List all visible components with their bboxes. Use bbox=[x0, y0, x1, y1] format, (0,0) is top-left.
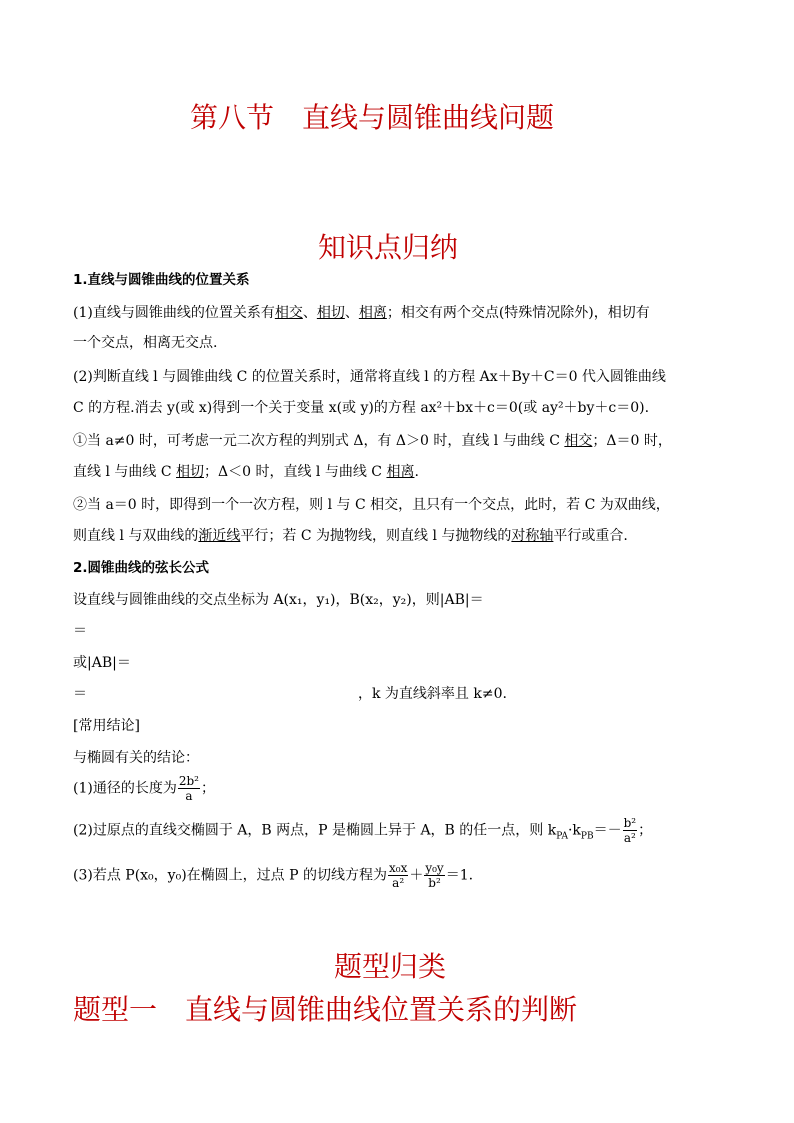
blank-answer: 对称轴 bbox=[511, 528, 554, 544]
denominator: a² bbox=[392, 876, 405, 890]
blank-answer: 相切 bbox=[176, 464, 204, 480]
paragraph-3-cont bbox=[73, 462, 419, 482]
text: 平行或重合. bbox=[553, 528, 628, 544]
text: ；Δ＝0 时， bbox=[592, 433, 672, 449]
paragraph-4-cont bbox=[73, 526, 628, 546]
text: 直线 l 与曲线 C bbox=[73, 464, 176, 480]
blank-answer: 相交 bbox=[274, 305, 303, 321]
paragraph-7: 或|AB|＝ bbox=[73, 655, 131, 671]
numerator: y₀y bbox=[425, 861, 444, 875]
subscript: PB bbox=[580, 831, 594, 842]
text: ＋ bbox=[409, 867, 424, 884]
text: 则直线 l 与双曲线的 bbox=[73, 528, 199, 544]
text: 、 bbox=[302, 305, 317, 321]
denominator: a bbox=[185, 789, 193, 803]
fraction bbox=[178, 774, 200, 803]
text: (2)过原点的直线交椭圆于 A，B 两点，P 是椭圆上异于 A，B 的任一点，则 k bbox=[73, 822, 557, 839]
blank-answer: 相离 bbox=[386, 464, 415, 480]
numerator: 2b² bbox=[178, 774, 199, 788]
paragraph-8b: ，k 为直线斜率且 k≠0. bbox=[358, 686, 507, 702]
text: ；Δ＜0 时，直线 l 与曲线 C bbox=[204, 464, 387, 480]
numerator: x₀x bbox=[388, 861, 408, 875]
paragraph-1 bbox=[73, 303, 650, 323]
type-1-heading: 题型一 直线与圆锥曲线位置关系的判断 bbox=[73, 993, 578, 1026]
text: . bbox=[414, 464, 419, 480]
blank-answer: 相切 bbox=[316, 305, 345, 321]
section-heading-types: 题型归类 bbox=[334, 950, 447, 983]
conclusion-1 bbox=[73, 774, 215, 803]
text: (1)通径的长度为 bbox=[73, 780, 177, 797]
common-conclusions-label: [常用结论] bbox=[73, 718, 140, 734]
paragraph-4: ②当 a＝0 时，即得到一个一次方程，则 l 与 C 相交，且只有一个交点，此时，若 C 为双曲线， bbox=[73, 497, 670, 513]
text: 平行；若 C 为抛物线，则直线 l 与抛物线的 bbox=[240, 528, 512, 544]
section-heading-knowledge: 知识点归纳 bbox=[318, 231, 459, 264]
paragraph-2: (2)判断直线 l 与圆锥曲线 C 的位置关系时，通常将直线 l 的方程 Ax＋By＋C＝0 代入圆锥曲线 bbox=[73, 369, 666, 385]
text: (1)直线与圆锥曲线的位置关系有 bbox=[73, 305, 275, 321]
numerator: b² bbox=[623, 816, 637, 830]
text: ；相交有两个交点(特殊情况除外)，相切有 bbox=[386, 305, 650, 321]
paragraph-5: 设直线与圆锥曲线的交点坐标为 A(x₁，y₁)，B(x₂，y₂)，则|AB|＝ bbox=[73, 592, 484, 608]
blank-answer: 相交 bbox=[564, 433, 593, 449]
fraction bbox=[388, 861, 408, 890]
text: ； bbox=[200, 780, 215, 797]
blank-answer: 渐近线 bbox=[198, 528, 241, 544]
fraction bbox=[623, 816, 638, 845]
blank-answer: 相离 bbox=[358, 305, 387, 321]
conclusion-3 bbox=[73, 861, 473, 890]
paragraph-1-cont: 一个交点，相离无交点. bbox=[73, 335, 218, 351]
text: 、 bbox=[344, 305, 359, 321]
denominator: a² bbox=[623, 831, 636, 845]
heading-position-relation: 1.直线与圆锥曲线的位置关系 bbox=[73, 272, 250, 288]
ellipse-conclusions-intro: 与椭圆有关的结论： bbox=[73, 750, 199, 766]
text: ·k bbox=[567, 822, 581, 839]
text: ＝1. bbox=[445, 867, 474, 884]
conclusion-2 bbox=[73, 816, 652, 846]
paragraph-2-cont: C 的方程.消去 y(或 x)得到一个关于变量 x(或 y)的方程 ax²＋bx＋c＝0(或 ay²＋by＋c＝0). bbox=[73, 400, 650, 416]
paragraph-8a: ＝ bbox=[73, 686, 87, 702]
text: ＝－ bbox=[593, 822, 622, 839]
paragraph-6: ＝ bbox=[73, 623, 87, 639]
page-title: 第八节 直线与圆锥曲线问题 bbox=[190, 101, 555, 134]
fraction bbox=[424, 861, 444, 890]
text: ； bbox=[638, 822, 653, 839]
heading-chord-length: 2.圆锥曲线的弦长公式 bbox=[73, 560, 210, 576]
denominator: b² bbox=[428, 876, 441, 890]
text: (3)若点 P(x₀，y₀)在椭圆上，过点 P 的切线方程为 bbox=[73, 867, 387, 884]
paragraph-3 bbox=[73, 431, 672, 451]
text: ①当 a≠0 时，可考虑一元二次方程的判别式 Δ，有 Δ＞0 时，直线 l 与曲线 C bbox=[73, 433, 565, 449]
subscript: PA bbox=[556, 831, 568, 842]
